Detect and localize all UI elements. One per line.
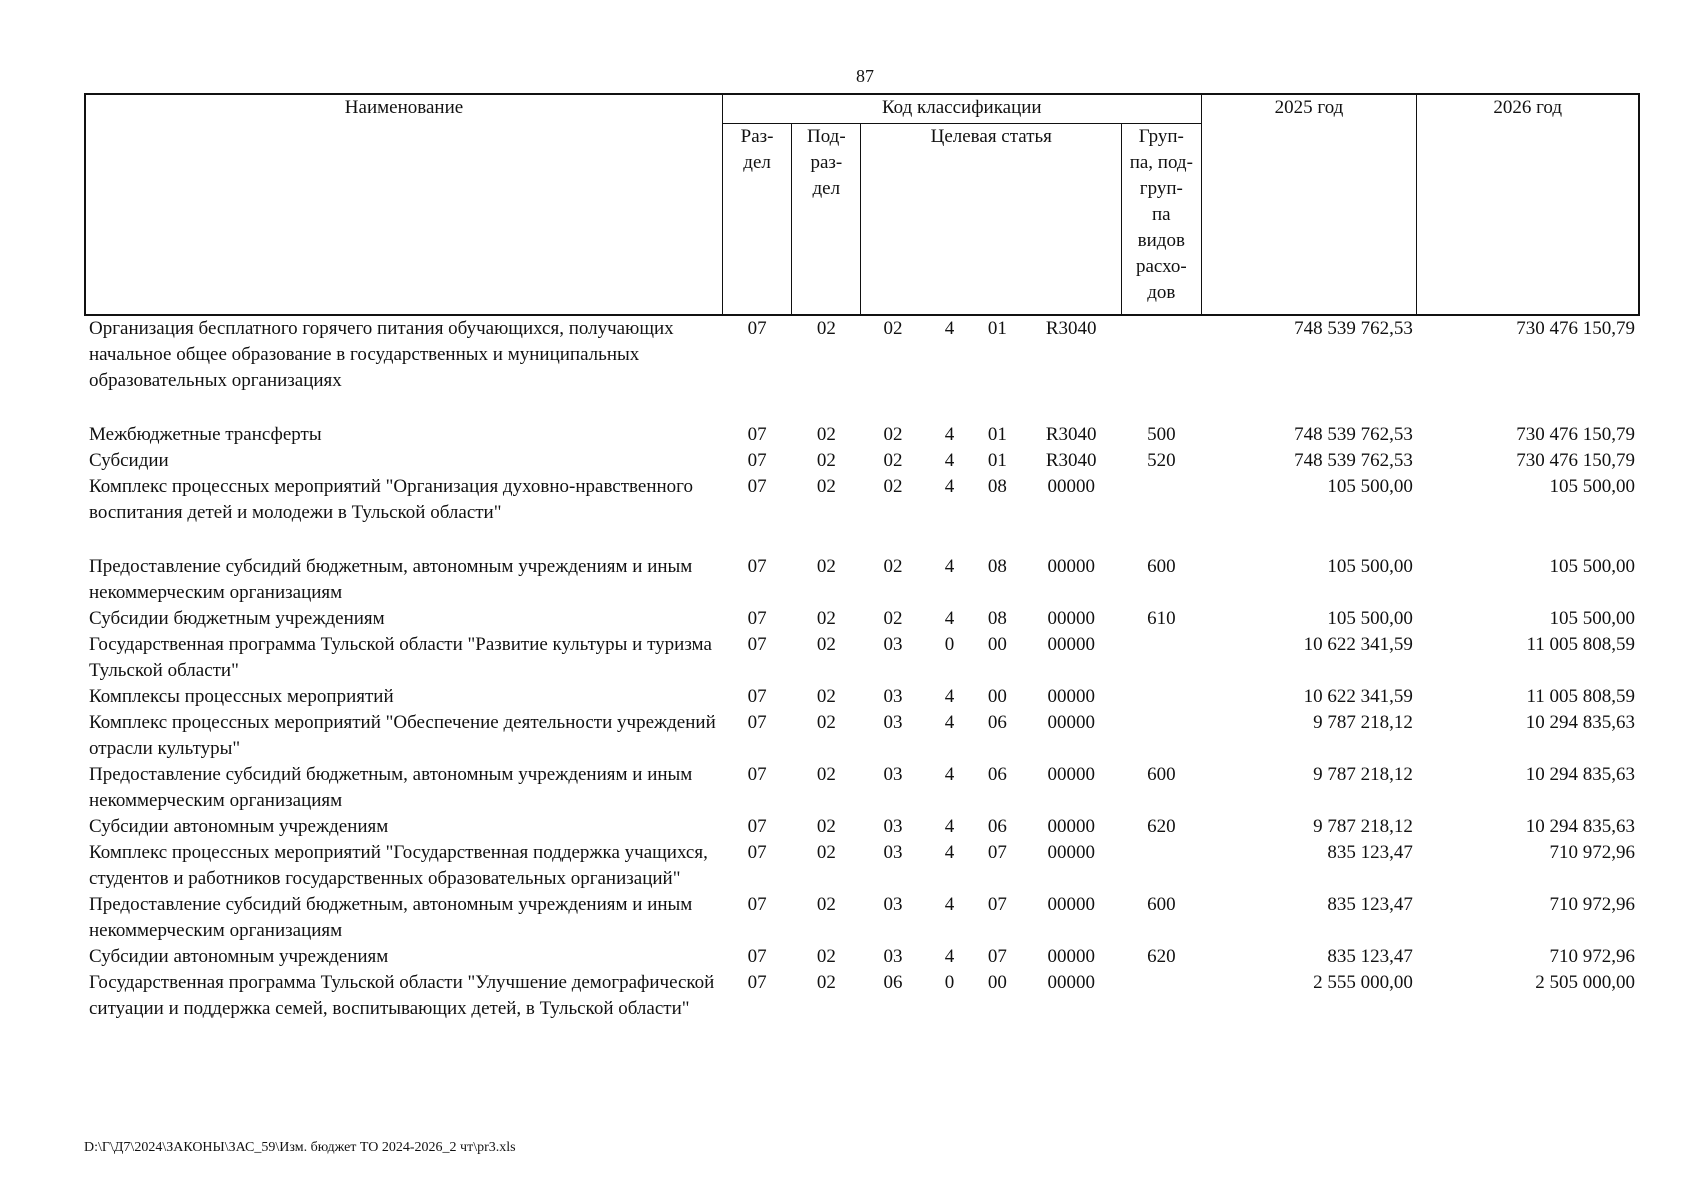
row-program-code: 03 [883, 946, 903, 967]
row-razdel: 07 [747, 424, 767, 445]
row-amount-2026: 105 500,00 [1549, 556, 1635, 577]
row-amount-2026: 730 476 150,79 [1516, 424, 1635, 445]
row-amount-2026: 2 505 000,00 [1535, 972, 1635, 993]
row-amount-2026: 11 005 808,59 [1526, 634, 1635, 655]
row-direction-code: 00000 [1047, 476, 1095, 497]
row-amount-2025: 105 500,00 [1327, 476, 1413, 497]
row-direction-code: 00000 [1047, 712, 1095, 733]
row-expense-group: 520 [1147, 450, 1176, 471]
table-row [85, 840, 1639, 892]
header-year-2025: 2025 год [1201, 94, 1417, 315]
row-type-code: 4 [944, 450, 955, 471]
row-podrazdel: 02 [816, 764, 836, 785]
row-name: Комплексы процессных мероприятий [89, 686, 394, 707]
row-razdel: 07 [747, 894, 767, 915]
row-direction-code: 00000 [1047, 842, 1095, 863]
row-amount-2026: 730 476 150,79 [1516, 450, 1635, 471]
row-type-code: 4 [944, 424, 955, 445]
row-event-code: 00 [987, 686, 1007, 707]
row-program-code: 03 [883, 686, 903, 707]
row-name: Комплекс процессных мероприятий "Обеспечение деятельности учреждений отрасли культуры" [89, 712, 716, 759]
row-expense-group [1122, 684, 1201, 710]
row-razdel: 07 [747, 476, 767, 497]
row-type-code: 4 [944, 842, 955, 863]
header-code-group: Код классификации [722, 94, 1201, 124]
row-amount-2025: 835 123,47 [1327, 946, 1413, 967]
row-type-code: 4 [944, 476, 955, 497]
row-expense-group: 610 [1147, 608, 1176, 629]
row-podrazdel: 02 [816, 894, 836, 915]
row-amount-2025: 105 500,00 [1327, 556, 1413, 577]
table-body [85, 315, 1639, 1022]
row-amount-2025: 9 787 218,12 [1313, 712, 1413, 733]
row-name: Субсидии автономным учреждениям [89, 816, 389, 837]
row-amount-2026: 105 500,00 [1549, 608, 1635, 629]
table-row [85, 315, 1639, 422]
row-amount-2026: 710 972,96 [1549, 946, 1635, 967]
row-razdel: 07 [747, 972, 767, 993]
row-razdel: 07 [747, 634, 767, 655]
row-program-code: 03 [883, 842, 903, 863]
row-direction-code: 00000 [1047, 634, 1095, 655]
header-year-2026: 2026 год [1417, 94, 1639, 315]
row-name: Предоставление субсидий бюджетным, автономным учреждениям и иным некоммерческим организациям [89, 764, 693, 811]
row-program-code: 03 [883, 712, 903, 733]
row-razdel: 07 [747, 764, 767, 785]
row-name: Предоставление субсидий бюджетным, автономным учреждениям и иным некоммерческим организациям [89, 894, 693, 941]
row-amount-2026: 10 294 835,63 [1525, 764, 1635, 785]
header-celevaya-statya: Целевая статья [861, 124, 1122, 316]
row-podrazdel: 02 [816, 842, 836, 863]
table-row [85, 448, 1639, 474]
row-program-code: 02 [883, 608, 903, 629]
row-expense-group: 600 [1147, 894, 1176, 915]
row-podrazdel: 02 [816, 634, 836, 655]
row-direction-code: R3040 [1045, 424, 1097, 445]
table-row [85, 684, 1639, 710]
row-event-code: 08 [987, 556, 1007, 577]
table-row [85, 710, 1639, 762]
row-name: Государственная программа Тульской области "Улучшение демографической ситуации и поддержка семей, воспитывающих детей, в Тульской области" [89, 972, 715, 1019]
row-amount-2025: 835 123,47 [1327, 842, 1413, 863]
row-event-code: 07 [987, 842, 1007, 863]
row-podrazdel: 02 [816, 424, 836, 445]
row-type-code: 4 [944, 556, 955, 577]
row-amount-2025: 9 787 218,12 [1313, 764, 1413, 785]
row-podrazdel: 02 [816, 318, 836, 339]
budget-sheet [84, 93, 1640, 1022]
row-event-code: 01 [987, 424, 1007, 445]
row-type-code: 4 [944, 946, 955, 967]
row-name: Межбюджетные трансферты [89, 424, 322, 445]
row-type-code: 0 [944, 634, 955, 655]
row-razdel: 07 [747, 816, 767, 837]
row-expense-group: 500 [1147, 424, 1176, 445]
row-type-code: 0 [944, 972, 955, 993]
row-event-code: 01 [987, 450, 1007, 471]
row-amount-2025: 10 622 341,59 [1303, 634, 1413, 655]
row-program-code: 02 [883, 556, 903, 577]
budget-table [84, 93, 1640, 1022]
row-type-code: 4 [944, 712, 955, 733]
row-direction-code: 00000 [1047, 556, 1095, 577]
row-amount-2025: 748 539 762,53 [1294, 318, 1413, 339]
row-name: Комплекс процессных мероприятий "Организация духовно-нравственного воспитания детей и молодежи в Тульской области" [89, 476, 693, 523]
row-event-code: 08 [987, 476, 1007, 497]
row-expense-group [1122, 474, 1201, 554]
row-amount-2025: 2 555 000,00 [1313, 972, 1413, 993]
table-row [85, 632, 1639, 684]
row-direction-code: 00000 [1047, 686, 1095, 707]
table-row [85, 422, 1639, 448]
row-razdel: 07 [747, 450, 767, 471]
row-program-code: 02 [883, 450, 903, 471]
row-event-code: 07 [987, 894, 1007, 915]
row-name: Комплекс процессных мероприятий "Государственная поддержка учащихся, студентов и работников государственных образовательных организаций" [89, 842, 708, 889]
row-razdel: 07 [747, 686, 767, 707]
row-podrazdel: 02 [816, 556, 836, 577]
row-amount-2026: 11 005 808,59 [1526, 686, 1635, 707]
row-type-code: 4 [944, 894, 955, 915]
row-program-code: 02 [883, 476, 903, 497]
row-event-code: 06 [987, 764, 1007, 785]
row-expense-group [1122, 632, 1201, 684]
row-podrazdel: 02 [816, 608, 836, 629]
row-event-code: 06 [987, 816, 1007, 837]
row-amount-2026: 105 500,00 [1549, 476, 1635, 497]
row-type-code: 4 [944, 318, 955, 339]
row-expense-group [1122, 315, 1201, 422]
header-gruppa-vidov: Груп- па, под- груп- па видов расхо- дов [1122, 124, 1201, 316]
row-program-code: 02 [883, 424, 903, 445]
row-amount-2025: 105 500,00 [1327, 608, 1413, 629]
row-amount-2026: 730 476 150,79 [1516, 318, 1635, 339]
row-podrazdel: 02 [816, 946, 836, 967]
header-razdel: Раз- дел [722, 124, 791, 316]
row-amount-2026: 10 294 835,63 [1525, 816, 1635, 837]
row-direction-code: 00000 [1047, 894, 1095, 915]
row-razdel: 07 [747, 556, 767, 577]
row-direction-code: 00000 [1047, 972, 1095, 993]
row-event-code: 00 [987, 972, 1007, 993]
row-expense-group [1122, 970, 1201, 1022]
row-type-code: 4 [944, 816, 955, 837]
row-razdel: 07 [747, 608, 767, 629]
row-type-code: 4 [944, 686, 955, 707]
table-row [85, 892, 1639, 944]
page-number: 87 [856, 66, 874, 86]
row-type-code: 4 [944, 764, 955, 785]
row-name: Государственная программа Тульской области "Развитие культуры и туризма Тульской области" [89, 634, 712, 681]
row-expense-group [1122, 710, 1201, 762]
row-name: Субсидии [89, 450, 169, 471]
row-event-code: 07 [987, 946, 1007, 967]
row-amount-2025: 10 622 341,59 [1303, 686, 1413, 707]
row-podrazdel: 02 [816, 450, 836, 471]
table-row [85, 554, 1639, 606]
row-type-code: 4 [944, 608, 955, 629]
row-expense-group: 620 [1147, 816, 1176, 837]
row-amount-2025: 748 539 762,53 [1294, 450, 1413, 471]
row-amount-2025: 835 123,47 [1327, 894, 1413, 915]
row-expense-group: 620 [1147, 946, 1176, 967]
row-name: Организация бесплатного горячего питания обучающихся, получающих начальное общее образование в государственных и муниципальных образовательных организациях [89, 318, 674, 391]
row-program-code: 02 [883, 318, 903, 339]
table-row [85, 474, 1639, 554]
row-program-code: 03 [883, 634, 903, 655]
row-event-code: 06 [987, 712, 1007, 733]
row-podrazdel: 02 [816, 476, 836, 497]
row-event-code: 00 [987, 634, 1007, 655]
row-amount-2025: 748 539 762,53 [1294, 424, 1413, 445]
table-row [85, 606, 1639, 632]
row-podrazdel: 02 [816, 712, 836, 733]
row-name: Предоставление субсидий бюджетным, автономным учреждениям и иным некоммерческим организациям [89, 556, 693, 603]
row-razdel: 07 [747, 318, 767, 339]
row-amount-2026: 710 972,96 [1549, 894, 1635, 915]
footer-file-path: D:\Г\Д7\2024\ЗАКОНЫ\ЗАС_59\Изм. бюджет ТО 2024-2026_2 чт\pr3.xls [84, 1140, 516, 1155]
row-direction-code: R3040 [1045, 450, 1097, 471]
table-row [85, 970, 1639, 1022]
row-direction-code: R3040 [1045, 318, 1097, 339]
row-razdel: 07 [747, 842, 767, 863]
table-row [85, 944, 1639, 970]
row-direction-code: 00000 [1047, 764, 1095, 785]
row-name: Субсидии бюджетным учреждениям [89, 608, 385, 629]
row-program-code: 03 [883, 764, 903, 785]
row-razdel: 07 [747, 946, 767, 967]
row-event-code: 08 [987, 608, 1007, 629]
row-podrazdel: 02 [816, 972, 836, 993]
row-program-code: 03 [883, 894, 903, 915]
table-row [85, 762, 1639, 814]
header-name: Наименование [85, 94, 722, 315]
row-expense-group: 600 [1147, 556, 1176, 577]
row-expense-group [1122, 840, 1201, 892]
row-podrazdel: 02 [816, 686, 836, 707]
row-direction-code: 00000 [1047, 816, 1095, 837]
row-event-code: 01 [987, 318, 1007, 339]
row-amount-2026: 710 972,96 [1549, 842, 1635, 863]
row-name: Субсидии автономным учреждениям [89, 946, 389, 967]
row-program-code: 06 [883, 972, 903, 993]
row-podrazdel: 02 [816, 816, 836, 837]
row-amount-2025: 9 787 218,12 [1313, 816, 1413, 837]
table-row [85, 814, 1639, 840]
row-direction-code: 00000 [1047, 946, 1095, 967]
header-podrazdel: Под- раз- дел [792, 124, 861, 316]
row-amount-2026: 10 294 835,63 [1525, 712, 1635, 733]
row-direction-code: 00000 [1047, 608, 1095, 629]
row-expense-group: 600 [1147, 764, 1176, 785]
row-program-code: 03 [883, 816, 903, 837]
row-razdel: 07 [747, 712, 767, 733]
